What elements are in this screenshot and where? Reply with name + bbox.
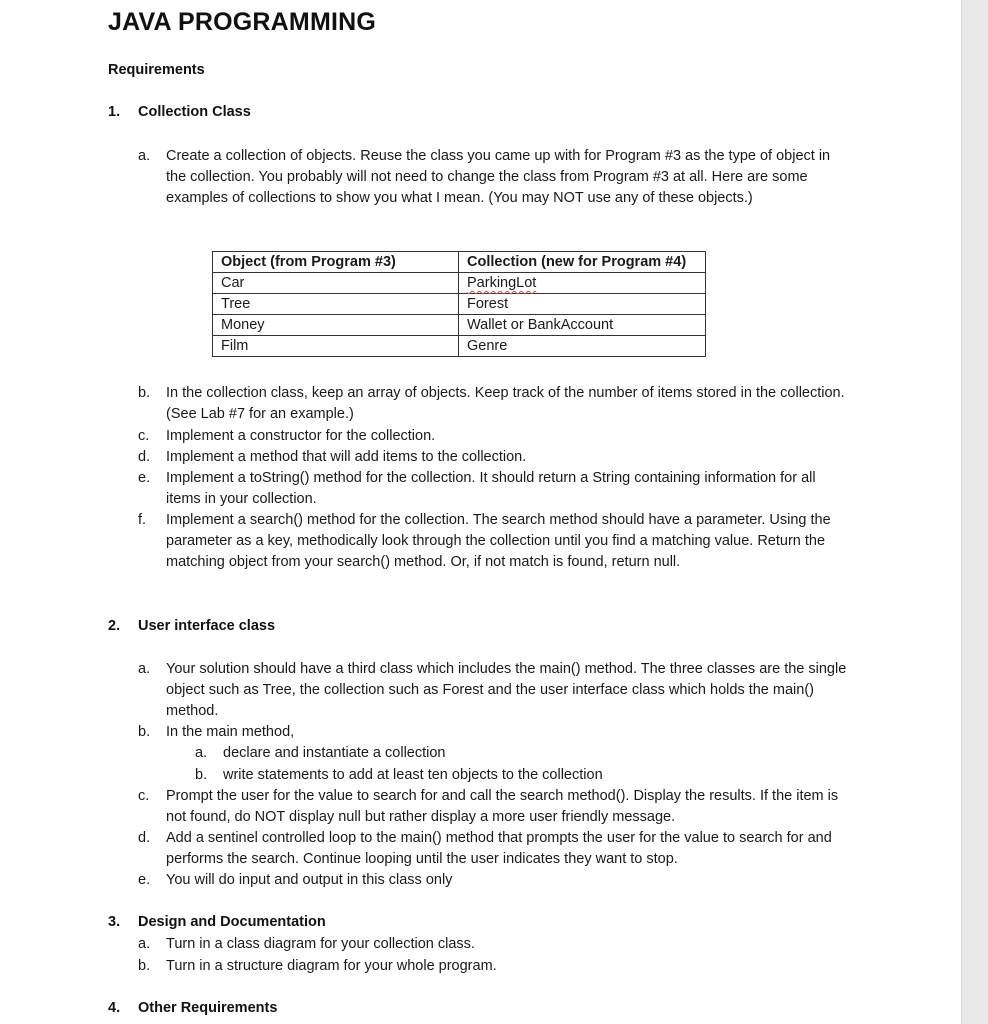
table-row <box>213 336 706 357</box>
item-text: In the collection class, keep an array of objects. Keep track of the number of items stored in the collection. (See Lab #7 for an example.) <box>166 385 845 422</box>
section-1-heading <box>108 104 251 120</box>
table-cell: Forest <box>459 294 706 315</box>
table-cell-text: ParkingLot <box>467 275 537 291</box>
section-3-heading <box>108 914 326 930</box>
subitem-text: declare and instantiate a collection <box>223 745 446 761</box>
item-label: b. <box>138 724 151 740</box>
table-header-row <box>213 252 706 273</box>
item-2b <box>138 722 848 743</box>
table-cell <box>459 273 706 294</box>
subitem-label: a. <box>195 745 208 761</box>
item-text: Your solution should have a third class which includes the main() method. The three classes are the single object such as Tree, the collection such as Forest and the user interface class which holds the main() method. <box>166 661 847 719</box>
item-2a <box>138 659 848 722</box>
item-label: c. <box>138 428 150 444</box>
item-3b <box>138 956 848 977</box>
table-header: Collection (new for Program #4) <box>459 252 706 273</box>
item-label: d. <box>138 449 151 465</box>
item-2d <box>138 828 848 870</box>
section-title: User interface class <box>138 618 276 634</box>
item-text: Implement a search() method for the collection. The search method should have a parameter. Using the parameter as a key, methodically look through the collection until you find a matching value. Return the matching object from your search() method. Or, if not match is found, return null. <box>166 512 831 570</box>
table-header: Object (from Program #3) <box>213 252 459 273</box>
section-number: 4. <box>108 1000 121 1016</box>
item-label: b. <box>138 385 151 401</box>
section-title: Collection Class <box>138 104 251 120</box>
item-1d <box>138 447 848 468</box>
examples-table <box>212 251 706 357</box>
item-text: In the main method, <box>166 724 295 740</box>
item-label: a. <box>138 148 151 164</box>
item-text: You will do input and output in this class only <box>166 872 453 888</box>
subitem-2b-a <box>195 743 445 764</box>
item-1c <box>138 426 848 447</box>
table-cell: Car <box>213 273 459 294</box>
table-cell: Wallet or BankAccount <box>459 315 706 336</box>
section-number: 3. <box>108 914 121 930</box>
requirements-heading: Requirements <box>108 62 205 78</box>
item-text: Implement a constructor for the collection. <box>166 428 436 444</box>
subitem-text: write statements to add at least ten objects to the collection <box>223 767 603 783</box>
item-text: Implement a method that will add items to the collection. <box>166 449 527 465</box>
table-cell: Genre <box>459 336 706 357</box>
item-label: c. <box>138 788 150 804</box>
item-label: d. <box>138 830 151 846</box>
item-1b <box>138 383 848 425</box>
item-1e <box>138 468 848 510</box>
item-text: Create a collection of objects. Reuse the class you came up with for Program #3 as the type of object in the collection. You probably will not need to change the class from Program #3 at all. Here are some examples of collections to show you what I mean. (You may NOT use any of these objects.) <box>166 148 831 206</box>
item-label: a. <box>138 661 151 677</box>
table-row <box>213 315 706 336</box>
item-label: b. <box>138 958 151 974</box>
subitem-2b-b <box>195 765 603 786</box>
subitem-label: b. <box>195 767 208 783</box>
section-title: Other Requirements <box>138 1000 278 1016</box>
item-2e <box>138 870 848 891</box>
window-margin <box>961 0 988 1024</box>
item-text: Implement a toString() method for the collection. It should return a String containing information for all items in your collection. <box>166 470 816 507</box>
item-2c <box>138 786 848 828</box>
item-1f <box>138 510 848 573</box>
table-row <box>213 273 706 294</box>
item-1a <box>138 146 838 209</box>
item-text: Add a sentinel controlled loop to the main() method that prompts the user for the value to search for and performs the search. Continue looping until the user indicates they want to stop. <box>166 830 832 867</box>
item-label: e. <box>138 872 151 888</box>
table-cell: Money <box>213 315 459 336</box>
table-row <box>213 294 706 315</box>
item-label: a. <box>138 936 151 952</box>
item-label: e. <box>138 470 151 486</box>
item-label: f. <box>138 512 147 528</box>
document-title: JAVA PROGRAMMING <box>108 8 377 36</box>
section-4-heading <box>108 1000 277 1016</box>
item-3a <box>138 934 848 955</box>
item-text: Turn in a class diagram for your collection class. <box>166 936 475 952</box>
table-cell: Tree <box>213 294 459 315</box>
section-number: 2. <box>108 618 121 634</box>
section-number: 1. <box>108 104 121 120</box>
section-2-heading <box>108 618 275 634</box>
section-title: Design and Documentation <box>138 914 326 930</box>
item-text: Prompt the user for the value to search for and call the search method(). Display the results. If the item is not found, do NOT display null but rather display a more user friendly message. <box>166 788 839 825</box>
item-text: Turn in a structure diagram for your whole program. <box>166 958 497 974</box>
table-cell: Film <box>213 336 459 357</box>
